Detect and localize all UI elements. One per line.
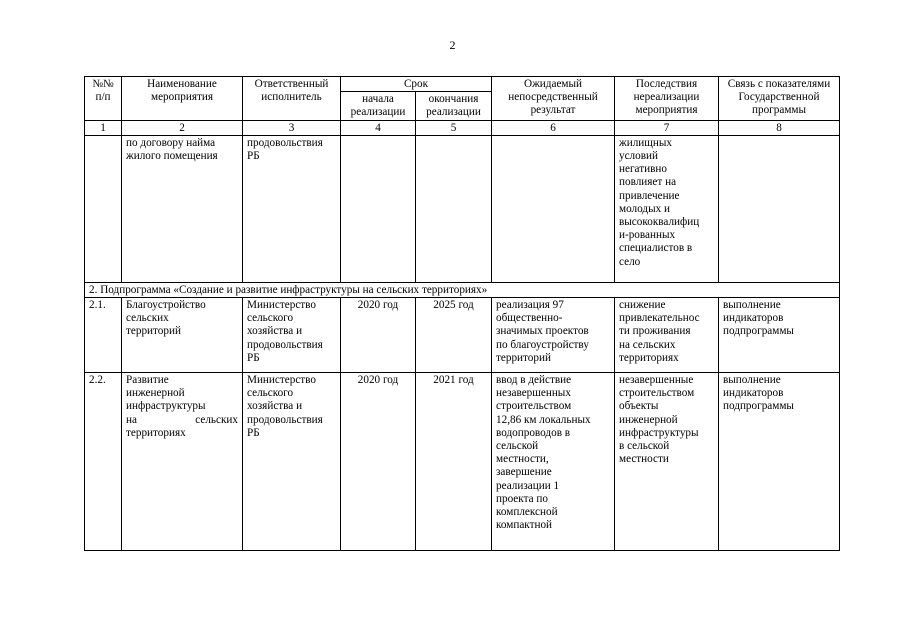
cell-line: завершение	[496, 466, 552, 479]
cell-start: 2020 год	[341, 373, 416, 551]
cell-line: ввод в действие	[496, 374, 572, 387]
cell-line: село	[619, 255, 641, 268]
cell-name	[122, 298, 243, 373]
header-link: Связь с показателями Государственной программы	[719, 77, 840, 121]
cell-line: подпрограммы	[723, 400, 794, 413]
cell-line: общественно-	[496, 312, 563, 325]
cell-line: на сельских	[619, 338, 676, 351]
cell-line: реализации 1	[496, 479, 560, 492]
cell-line: строительством	[496, 400, 572, 413]
cell-result	[492, 298, 615, 373]
cell-line: жилого помещения	[126, 150, 218, 163]
cell-line: объекты	[619, 400, 659, 413]
cell-line: инженерной	[126, 387, 185, 400]
cell-line: в сельской	[619, 440, 670, 453]
cell-line: специалистов в	[619, 242, 693, 255]
cell-line: территорий	[126, 325, 181, 338]
cell-link	[719, 373, 840, 551]
cell-executor	[243, 373, 341, 551]
column-number: 1	[85, 120, 122, 135]
cell-executor	[243, 298, 341, 373]
cell-line: водопроводов в	[496, 426, 571, 439]
cell-line: условий	[619, 150, 658, 163]
table-row	[85, 373, 840, 551]
header-consequences: Последствия нереализации мероприятия	[615, 77, 719, 121]
column-number: 4	[341, 120, 416, 135]
page-number: 2	[449, 38, 456, 52]
cell-num: 2.2.	[85, 373, 122, 551]
cell-line: сельской	[496, 440, 539, 453]
cell-result	[492, 135, 615, 282]
cell-line: молодых и	[619, 202, 670, 215]
cell-name	[122, 373, 243, 551]
cell-link	[719, 298, 840, 373]
cell-line: привлекательнос	[619, 312, 700, 325]
cell-num	[85, 135, 122, 282]
header-start: начала реализации	[341, 92, 416, 120]
cell-start	[341, 135, 416, 282]
cell-line: 12,86 км локальных	[496, 413, 591, 426]
cell-end: 2025 год	[416, 298, 492, 373]
cell-line: строительством	[619, 387, 695, 400]
cell-line: местности,	[496, 453, 549, 466]
cell-num: 2.1.	[85, 298, 122, 373]
cell-consequences	[615, 135, 719, 282]
cell-line: территорий	[496, 351, 551, 364]
column-numbers-row	[85, 120, 840, 135]
cell-link	[719, 135, 840, 282]
cell-line: инженерной	[619, 413, 678, 426]
cell-line: РБ	[247, 351, 260, 364]
cell-line: Благоустройство	[126, 299, 206, 312]
column-number: 5	[416, 120, 492, 135]
cell-line: хозяйства и	[247, 400, 303, 413]
cell-line: выполнение	[723, 374, 781, 387]
cell-line: негативно	[619, 163, 667, 176]
cell-line: реализация 97	[496, 299, 564, 312]
cell-end	[416, 135, 492, 282]
cell-line: комплексной	[496, 506, 558, 519]
column-number: 3	[243, 120, 341, 135]
cell-line: по договору найма	[126, 136, 216, 149]
cell-start: 2020 год	[341, 298, 416, 373]
cell-line: Министерство	[247, 299, 316, 312]
header-executor: Ответственный исполнитель	[243, 77, 341, 121]
cell-end: 2021 год	[416, 373, 492, 551]
cell-executor	[243, 135, 341, 282]
cell-line: индикаторов	[723, 312, 784, 325]
cell-line: привлечение	[619, 189, 680, 202]
cell-line: по благоустройству	[496, 338, 589, 351]
cell-line: сельских	[126, 312, 169, 325]
cell-line: высококвалифиц	[619, 216, 700, 229]
cell-line: продовольствия	[247, 338, 323, 351]
cell-line: подпрограммы	[723, 325, 794, 338]
cell-line: снижение	[619, 299, 666, 312]
header-term: Срок	[341, 77, 492, 92]
cell-line: на сельских	[126, 413, 238, 426]
column-number: 8	[719, 120, 840, 135]
cell-line: инфраструктуры	[619, 426, 699, 439]
cell-line: РБ	[247, 426, 260, 439]
column-number: 7	[615, 120, 719, 135]
header-row	[85, 77, 840, 92]
cell-line: территориях	[619, 351, 679, 364]
cell-line: проекта по	[496, 492, 548, 505]
cell-line: повлияет на	[619, 176, 677, 189]
cell-line: индикаторов	[723, 387, 784, 400]
cell-line: хозяйства и	[247, 325, 303, 338]
section-title: 2. Подпрограмма «Создание и развитие инфраструктуры на сельских территориях»	[85, 282, 840, 297]
column-number: 6	[492, 120, 615, 135]
cell-line: сельского	[247, 387, 294, 400]
cell-line: территориях	[126, 426, 186, 439]
cell-line: жилищных	[619, 136, 672, 149]
cell-line: продовольствия	[247, 136, 323, 149]
header-result: Ожидаемый непосредственный результат	[492, 77, 615, 121]
cell-line: Развитие	[126, 374, 169, 387]
cell-consequences	[615, 298, 719, 373]
cell-line: незавершенных	[496, 387, 571, 400]
cell-line: компактной	[496, 519, 553, 532]
header-num: №№ п/п	[85, 77, 122, 121]
cell-consequences	[615, 373, 719, 551]
section-row	[85, 282, 840, 297]
cell-line: выполнение	[723, 299, 781, 312]
header-name: Наименование мероприятия	[122, 77, 243, 121]
table-row-continuation	[85, 135, 840, 282]
cell-line: значимых проектов	[496, 325, 589, 338]
cell-result	[492, 373, 615, 551]
cell-line: ти проживания	[619, 325, 691, 338]
cell-line: инфраструктуры	[126, 400, 206, 413]
cell-line: незавершенные	[619, 374, 694, 387]
cell-line: РБ	[247, 150, 260, 163]
column-number: 2	[122, 120, 243, 135]
cell-name	[122, 135, 243, 282]
cell-line: продовольствия	[247, 413, 323, 426]
cell-line: Министерство	[247, 374, 316, 387]
activities-table	[84, 76, 840, 551]
table-row	[85, 298, 840, 373]
header-end: окончания реализации	[416, 92, 492, 120]
cell-line: и-рованных	[619, 229, 676, 242]
cell-line: местности	[619, 453, 669, 466]
cell-line: сельского	[247, 312, 294, 325]
